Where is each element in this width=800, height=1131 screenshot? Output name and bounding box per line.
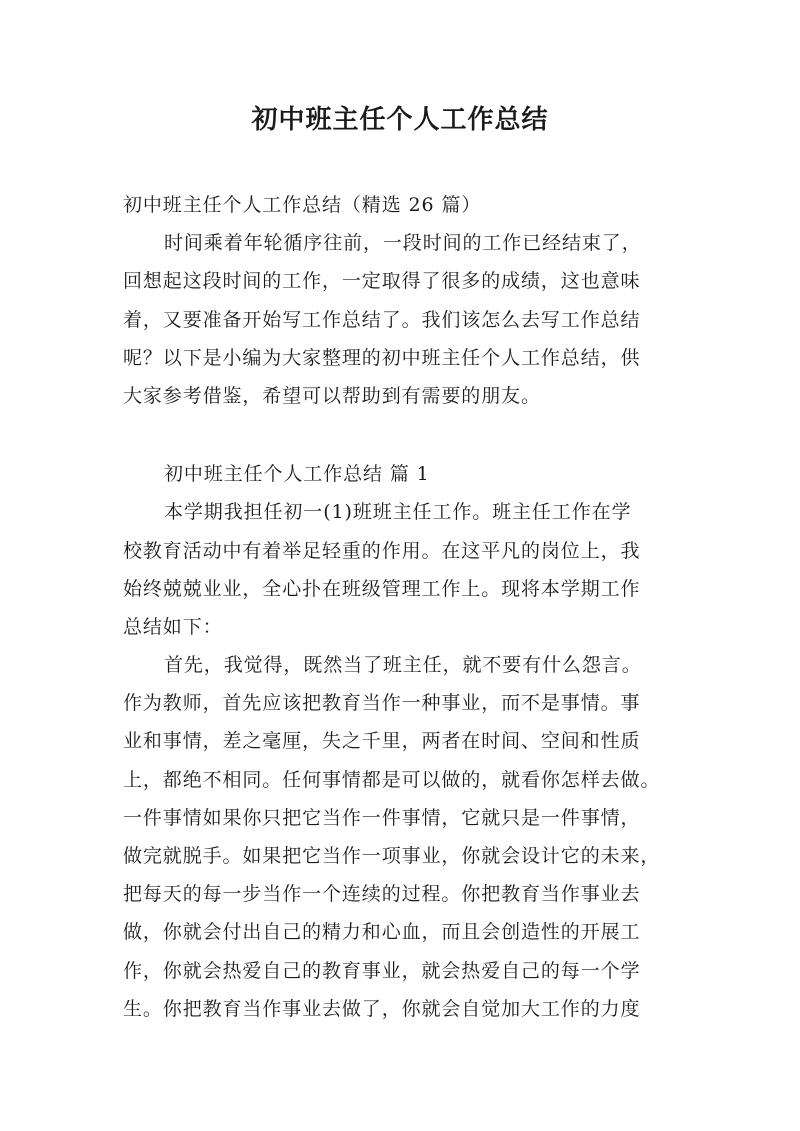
paragraph-line: 大家参考借鉴，希望可以帮助到有需要的朋友。 <box>123 384 541 407</box>
paragraph-line: 生。你把教育当作事业去做了，你就会自觉加大工作的力度 <box>123 997 641 1020</box>
paragraph-line: 把每天的每一步当作一个连续的过程。你把教育当作事业去 <box>123 883 641 906</box>
paragraph-line: 着，又要准备开始写工作总结了。我们该怎么去写工作总结 <box>123 308 641 331</box>
paragraph-line: 业和事情，差之毫厘，失之千里，两者在时间、空间和性质 <box>123 730 641 753</box>
paragraph-line: 作，你就会热爱自己的教育事业，就会热爱自己的每一个学 <box>123 959 641 982</box>
paragraph-line: 首先，我觉得，既然当了班主任，就不要有什么怨言。 <box>164 654 642 677</box>
paragraph-line: 时间乘着年轮循序往前，一段时间的工作已经结束了， <box>164 232 642 255</box>
paragraph-line: 作为教师，首先应该把教育当作一种事业，而不是事情。事 <box>123 692 641 715</box>
paragraph-line: 本学期我担任初一(1)班班主任工作。班主任工作在学 <box>164 501 632 524</box>
document-body <box>123 186 683 1028</box>
paragraph-line: 呢？以下是小编为大家整理的初中班主任个人工作总结，供 <box>123 346 641 369</box>
paragraph-line: 一件事情如果你只把它当作一件事情，它就只是一件事情， <box>123 806 641 829</box>
paragraph-line: 做完就脱手。如果把它当作一项事业，你就会设计它的未来， <box>123 845 661 867</box>
paragraph-line: 回想起这段时间的工作，一定取得了很多的成绩，这也意味 <box>123 270 641 293</box>
paragraph-line: 始终兢兢业业，全心扑在班级管理工作上。现将本学期工作 <box>123 577 641 600</box>
paragraph-line: 总结如下： <box>123 615 223 638</box>
paragraph-line: 做，你就会付出自己的精力和心血，而且会创造性的开展工 <box>123 921 641 944</box>
document-title: 初中班主任个人工作总结 <box>251 105 549 135</box>
section-spacer <box>123 415 683 455</box>
intro-paragraph <box>123 224 683 415</box>
document-subtitle: 初中班主任个人工作总结（精选 26 篇） <box>123 194 482 216</box>
paragraph-line: 上，都绝不相同。任何事情都是可以做的，就看你怎样去做。 <box>123 768 661 791</box>
section-heading: 初中班主任个人工作总结 篇 1 <box>164 463 430 486</box>
section1-paragraph-2 <box>123 646 683 1028</box>
section1-paragraph-1 <box>123 493 683 646</box>
paragraph-line: 校教育活动中有着举足轻重的作用。在这平凡的岗位上，我 <box>123 539 641 562</box>
